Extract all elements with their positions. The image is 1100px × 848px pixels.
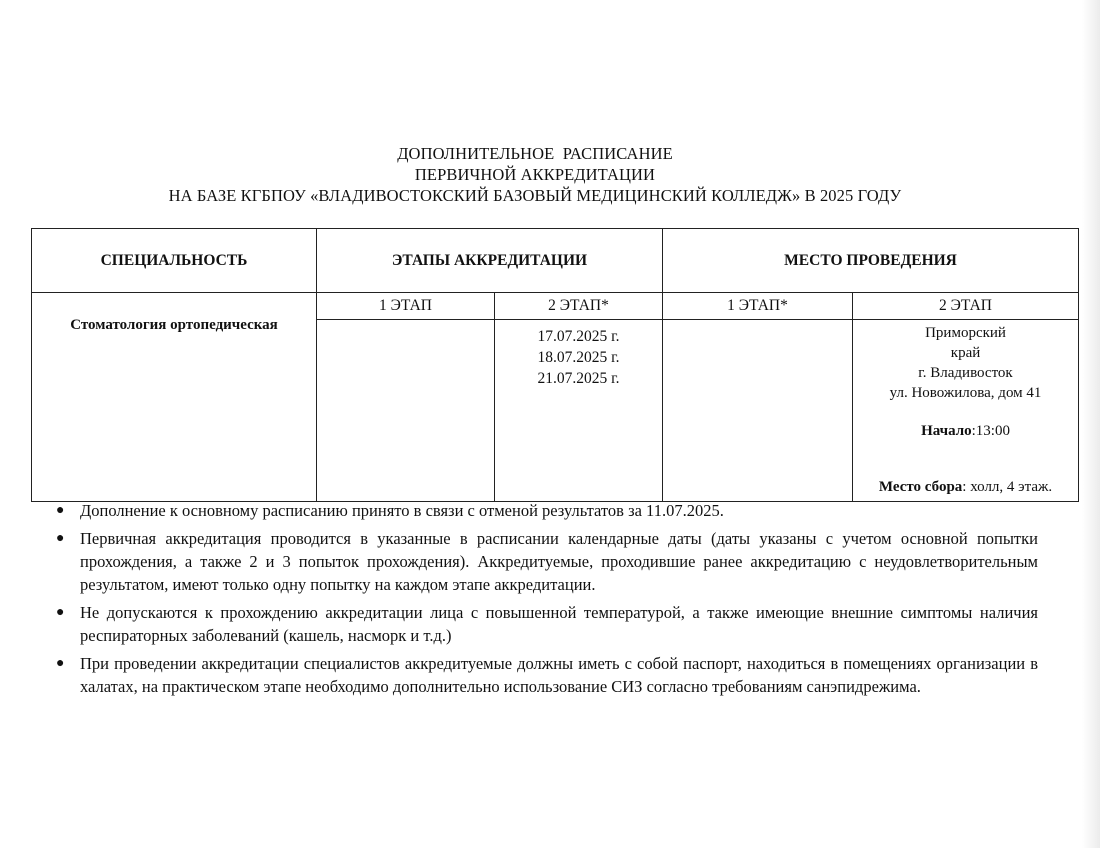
start-time	[853, 421, 1078, 441]
assembly-point-label: Место сбора	[878, 479, 963, 495]
table-header-row	[32, 229, 1079, 293]
note-text: Первичная аккредитация проводится в указанные в расписании календарные даты (даты указаны с учетом основной попытки прохождения, а также 2 и 3 попыток прохождения). Аккредитуемые, проходившие ранее аккредитацию с неудовлетворительным результатом, имеют только одну попытку на каждом этапе аккредитации.	[80, 529, 1038, 594]
assembly-point	[853, 477, 1078, 497]
region-text-2: край	[950, 345, 981, 361]
note-text: Дополнение к основному расписанию принято в связи с отменой результатов за 11.07.2025.	[80, 501, 724, 520]
list-item	[56, 652, 1038, 698]
place-stage-1-cell	[663, 320, 853, 502]
start-time-label: Начало	[921, 423, 972, 439]
scan-edge-shadow	[1082, 0, 1100, 848]
bullet-icon: ●	[56, 531, 65, 546]
document-header	[0, 143, 1070, 206]
bullet-icon: ●	[56, 503, 65, 518]
bullet-icon: ●	[56, 605, 65, 620]
note-text: При проведении аккредитации специалистов аккредитуемые должны иметь с собой паспорт, находиться в помещениях организации в халатах, на практическом этапе необходимо дополнительно использование СИЗ согласно требованиям санэпидрежима.	[80, 654, 1038, 696]
date-item: 21.07.2025 г.	[537, 370, 620, 387]
notes-list	[56, 499, 1038, 703]
note-text: Не допускаются к прохождению аккредитации лица с повышенной температурой, а также имеющие внешние симптомы наличия респираторных заболеваний (кашель, насморк и т.д.)	[80, 603, 1038, 645]
list-item	[56, 527, 1038, 596]
header-line-2: ПЕРВИЧНОЙ АККРЕДИТАЦИИ	[414, 165, 656, 184]
header-line-1: ДОПОЛНИТЕЛЬНОЕ РАСПИСАНИЕ	[397, 144, 673, 163]
stage-1-dates-cell	[317, 320, 495, 502]
assembly-point-value: : холл, 4 этаж.	[962, 479, 1053, 495]
stage-2-label: 2 ЭТАП*	[495, 293, 663, 320]
date-item: 17.07.2025 г.	[537, 328, 620, 345]
list-item	[56, 601, 1038, 647]
city-text: г. Владивосток	[918, 365, 1013, 381]
list-item	[56, 499, 1038, 522]
bullet-icon: ●	[56, 656, 65, 671]
region-text: Приморский	[925, 325, 1006, 341]
header-stages: ЭТАПЫ АККРЕДИТАЦИИ	[317, 229, 663, 293]
stage-1-label: 1 ЭТАП	[317, 293, 495, 320]
place-stage-2-cell	[853, 320, 1079, 502]
schedule-table	[31, 228, 1079, 502]
place-stage-1-label: 1 ЭТАП*	[663, 293, 853, 320]
address-text: ул. Новожилова, дом 41	[889, 385, 1042, 401]
start-time-value: :13:00	[971, 423, 1010, 439]
header-place: МЕСТО ПРОВЕДЕНИЯ	[663, 229, 1079, 293]
place-stage-2-label: 2 ЭТАП	[853, 293, 1079, 320]
stage-label-row	[32, 293, 1079, 320]
specialty-cell: Стоматология ортопедическая	[32, 293, 317, 502]
date-item: 18.07.2025 г.	[537, 349, 620, 366]
header-line-3: НА БАЗЕ КГБПОУ «ВЛАДИВОСТОКСКИЙ БАЗОВЫЙ МЕДИЦИНСКИЙ КОЛЛЕДЖ» В 2025 ГОДУ	[168, 186, 902, 205]
header-specialty: СПЕЦИАЛЬНОСТЬ	[32, 229, 317, 293]
stage-2-dates-cell	[495, 320, 663, 502]
